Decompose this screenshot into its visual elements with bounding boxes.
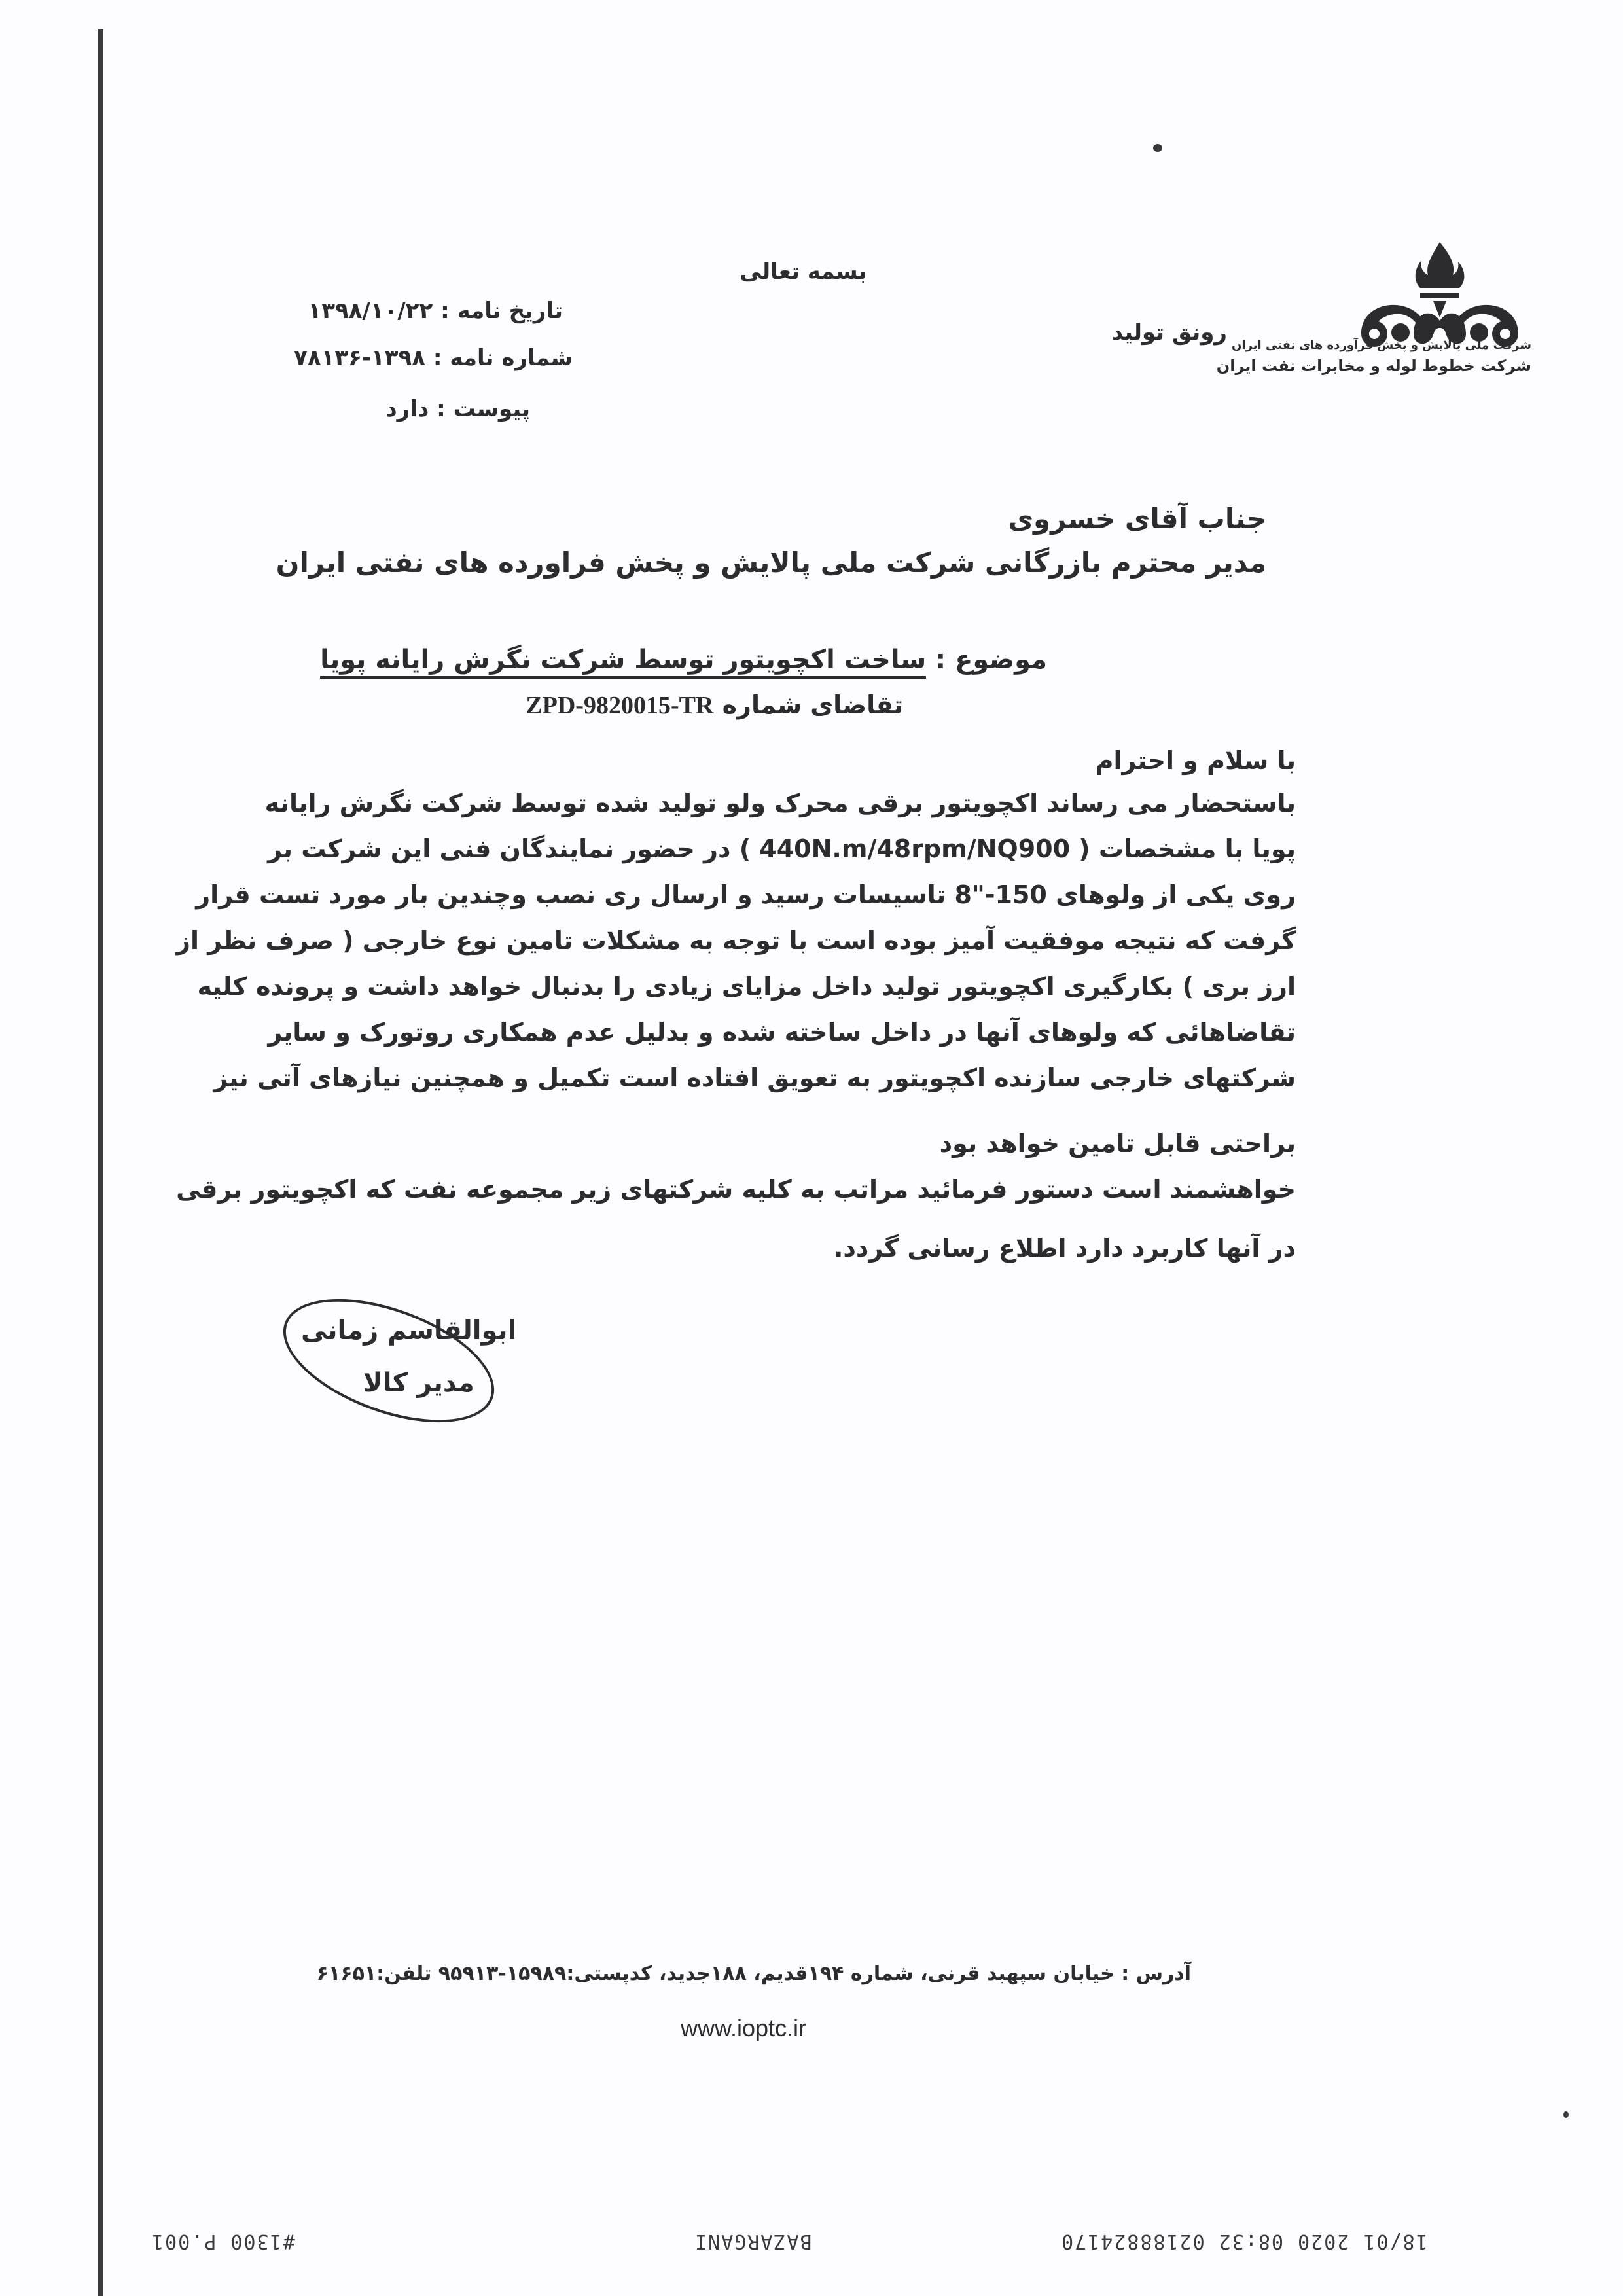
body-line: پویا با مشخصات ( 440N.m/48rpm/NQ900 ) در حضور نمایندگان فنی این شرکت بر [268,834,1296,863]
scan-speck [1153,144,1162,152]
invocation: بسمه تعالی [740,259,867,285]
logo-caption-line2: شرکت خطوط لوله و مخابرات نفت ایران [1216,357,1531,375]
recipient-title: مدیر محترم بازرگانی شرکت ملی پالایش و پخش فراورده های نفتی ایران [276,547,1266,579]
letter-number [294,345,573,371]
fax-sender: BAZARGANI [694,2230,812,2253]
number-value: ۱۳۹۸-۷۸۱۳۶ [294,345,426,371]
fax-datetime-number: 18/01 2020 08:32 02188824170 [1060,2230,1428,2253]
request-number: ZPD-9820015-TR [526,692,714,719]
logo-caption-line1: شرکت ملی پالایش و پخش فرآورده های نفتی ایران [1232,338,1531,352]
body-line: براحتی قابل تامین خواهد بود [939,1129,1296,1158]
attachment-value: دارد [385,396,429,422]
body-line: ارز بری ) بکارگیری اکچویتور تولید داخل مزایای زیادی را بدنبال خواهد داشت و پرونده کلیه [197,972,1296,1001]
date-value: ۱۳۹۸/۱۰/۲۲ [308,298,433,324]
footer-address: آدرس : خیابان سپهبد قرنی، شماره ۱۹۴قدیم، ۱۸۸جدید، کدپستی:۱۵۹۸۹-۹۵۹۱۳ تلفن:۶۱۶۵۱ [316,1962,1191,1985]
recipient-name: جناب آقای خسروی [1008,503,1266,535]
subject-label: موضوع : [935,645,1047,675]
signature-name: ابوالقاسم زمانی [301,1316,517,1346]
scan-speck [1563,2111,1569,2118]
request-line: در آنها کاربرد دارد اطلاع رسانی گردد. [834,1234,1296,1263]
body-line: روی یکی از ولوهای 150-"8 تاسیسات رسید و ارسال ری نصب وچندین بار مورد تست قرار [196,880,1296,909]
request-label: تقاضای شماره [722,691,903,719]
request-line: خواهشمند است دستور فرمائید مراتب به کلیه شرکتهای زیر مجموعه نفت که اکچویتور برقی [176,1175,1296,1204]
request-number-line [526,691,903,720]
naft-flame-emblem-icon [1348,236,1531,347]
body-line: تقاضاهائی که ولوهای آنها در داخل ساخته شده و بدلیل عدم همکاری روتورک و سایر [268,1018,1296,1047]
fax-page-number: #1300 P.001 [151,2230,295,2253]
slogan: رونق تولید [1111,319,1227,346]
letter-date [308,298,563,324]
letter-attachment [385,396,530,422]
greeting: با سلام و احترام [1095,746,1296,775]
date-label: تاریخ نامه : [440,298,563,324]
signature-title: مدیر کالا [363,1368,474,1398]
body-line: شرکتهای خارجی سازنده اکچویتور به تعویق افتاده است تکمیل و همچنین نیازهای آتی نیز [213,1064,1296,1092]
attachment-label: پیوست : [437,396,530,422]
signature-ellipse [267,1274,510,1447]
number-label: شماره نامه : [433,345,573,371]
body-line: گرفت که نتیجه موفقیت آمیز بوده است با توجه به مشکلات تامین نوع خارجی ( صرف نظر از [176,926,1296,955]
scan-edge-line [98,29,103,2296]
body-line: باستحضار می رساند اکچویتور برقی محرک ولو تولید شده توسط شرکت نگرش رایانه [264,789,1296,817]
footer-website[interactable]: www.ioptc.ir [681,2015,807,2041]
subject-line [320,645,1047,675]
subject-text: ساخت اکچویتور توسط شرکت نگرش رایانه پویا [320,645,926,679]
